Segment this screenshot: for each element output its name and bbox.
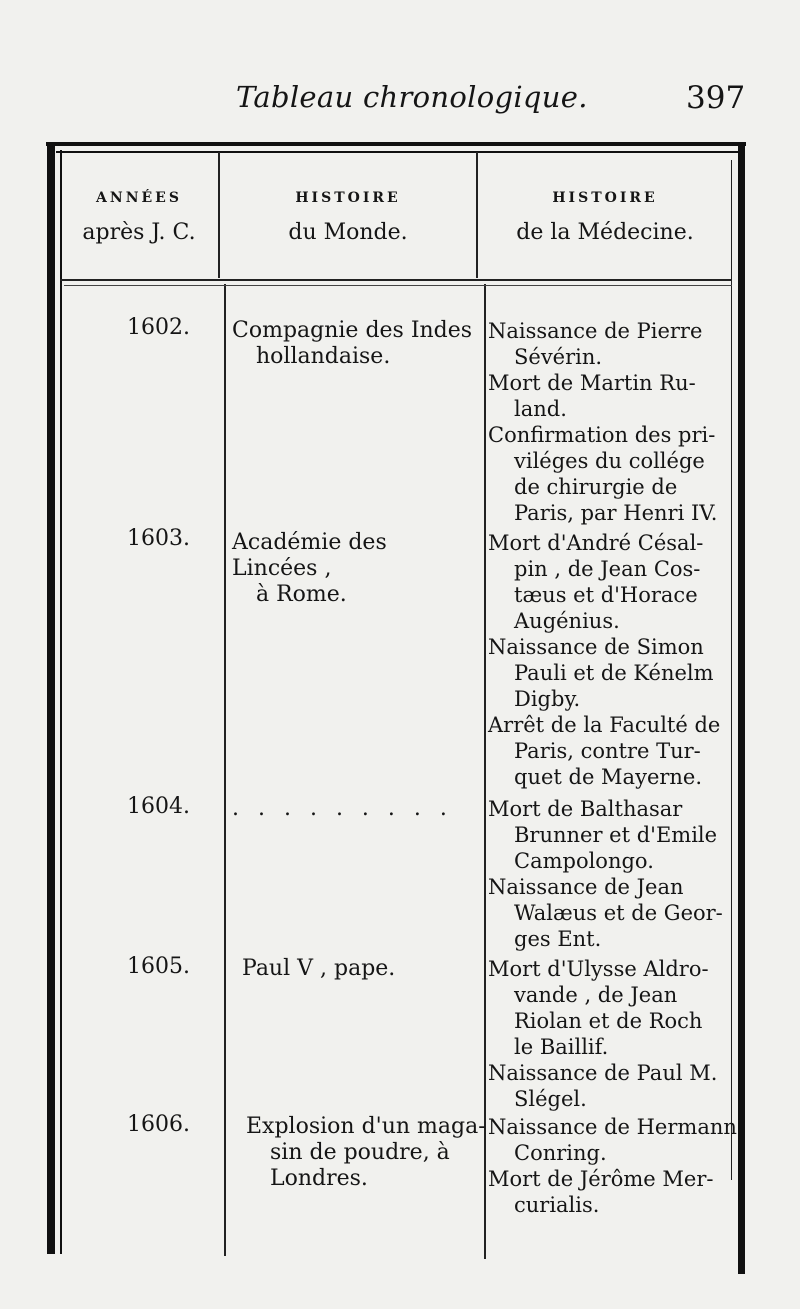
medicine-line: Digby. — [514, 687, 581, 711]
medicine-history-cell — [488, 530, 738, 790]
medicine-line: ges Ent. — [514, 927, 602, 951]
world-line: Académie des Lincées , — [232, 530, 387, 581]
medicine-line: Mort de Balthasar — [488, 797, 683, 821]
medicine-line: viléges du collége — [514, 449, 705, 473]
medicine-line: Naissance de Pierre — [488, 319, 703, 343]
world-line: Explosion d'un maga- — [246, 1114, 486, 1139]
column-divider-1-header — [218, 152, 220, 278]
world-history-cell — [246, 1114, 491, 1192]
medicine-history-cell — [488, 1114, 738, 1218]
column-header-years-sub: après J. C. — [82, 220, 196, 245]
medicine-line: Pauli et de Kénelm — [514, 661, 714, 685]
medicine-line: vande , de Jean — [514, 983, 678, 1007]
medicine-line: Riolan et de Roch — [514, 1009, 703, 1033]
medicine-line: Conring. — [514, 1141, 607, 1165]
medicine-line: Naissance de Simon — [488, 635, 704, 659]
column-header-years — [64, 190, 214, 245]
medicine-line: Naissance de Paul M. — [488, 1061, 718, 1085]
medicine-line: Mort de Jérôme Mer- — [488, 1167, 714, 1191]
year-cell: 1605. — [127, 954, 190, 979]
year-cell: 1604. — [127, 794, 190, 819]
column-divider-2 — [484, 284, 486, 1259]
column-divider-2-header — [476, 152, 478, 278]
medicine-line: Brunner et d'Emile — [514, 823, 718, 847]
column-header-medicine-sub: de la Médecine. — [516, 220, 694, 245]
world-line: . . . . . . . . . — [232, 796, 453, 821]
medicine-line: Slégel. — [514, 1087, 587, 1111]
medicine-line: land. — [514, 397, 567, 421]
header-rule-inner — [64, 285, 732, 286]
medicine-line: Arrêt de la Faculté de — [488, 713, 721, 737]
world-line: hollandaise. — [256, 344, 391, 369]
table-right-rule — [738, 142, 745, 1274]
year-cell: 1606. — [127, 1112, 190, 1137]
medicine-history-cell — [488, 318, 738, 526]
medicine-history-cell — [488, 956, 738, 1112]
world-line: Compagnie des Indes — [232, 318, 473, 343]
medicine-line: Naissance de Jean — [488, 875, 684, 899]
medicine-line: Paris, contre Tur- — [514, 739, 701, 763]
medicine-line: curialis. — [514, 1193, 600, 1217]
medicine-line: Mort de Martin Ru- — [488, 371, 696, 395]
medicine-line: Sévérin. — [514, 345, 603, 369]
medicine-line: le Baillif. — [514, 1035, 609, 1059]
medicine-line: Confirmation des pri- — [488, 423, 716, 447]
world-history-cell — [232, 796, 477, 822]
medicine-line: Mort d'Ulysse Aldro- — [488, 957, 709, 981]
column-header-years-caps: ANNÉES — [96, 190, 182, 206]
column-header-medicine-caps: HISTOIRE — [552, 190, 658, 206]
world-line: Paul V , pape. — [242, 956, 396, 981]
medicine-line: Mort d'André Césal- — [488, 531, 704, 555]
medicine-line: quet de Mayerne. — [514, 765, 703, 789]
medicine-line: Augénius. — [514, 609, 620, 633]
medicine-line: tæus et d'Horace — [514, 583, 698, 607]
table-left-inner-rule — [60, 150, 62, 1254]
table-top-rule — [46, 142, 746, 146]
year-cell: 1602. — [127, 315, 190, 340]
medicine-line: Paris, par Henri IV. — [514, 501, 718, 525]
table-top-inner-rule — [56, 151, 740, 153]
column-header-world-caps: HISTOIRE — [295, 190, 401, 206]
column-header-world-sub: du Monde. — [288, 220, 408, 245]
medicine-line: pin , de Jean Cos- — [514, 557, 701, 581]
medicine-line: Walæus et de Geor- — [514, 901, 723, 925]
world-history-cell — [232, 530, 477, 608]
medicine-line: de chirurgie de — [514, 475, 678, 499]
column-divider-1 — [224, 284, 226, 1256]
column-header-world — [222, 190, 474, 245]
world-line: à Rome. — [256, 582, 347, 607]
header-rule — [60, 279, 732, 281]
world-line: Londres. — [270, 1166, 368, 1191]
world-history-cell — [242, 956, 487, 982]
running-head: Tableau chronologique. — [236, 80, 588, 114]
medicine-history-cell — [488, 796, 738, 952]
column-header-medicine — [480, 190, 730, 245]
world-history-cell — [232, 318, 477, 370]
medicine-line: Naissance de Hermann — [488, 1115, 737, 1139]
page-number: 397 — [686, 80, 746, 116]
world-line: sin de poudre, à — [270, 1140, 450, 1165]
year-cell: 1603. — [127, 526, 190, 551]
table-left-rule — [47, 142, 55, 1254]
medicine-line: Campolongo. — [514, 849, 654, 873]
